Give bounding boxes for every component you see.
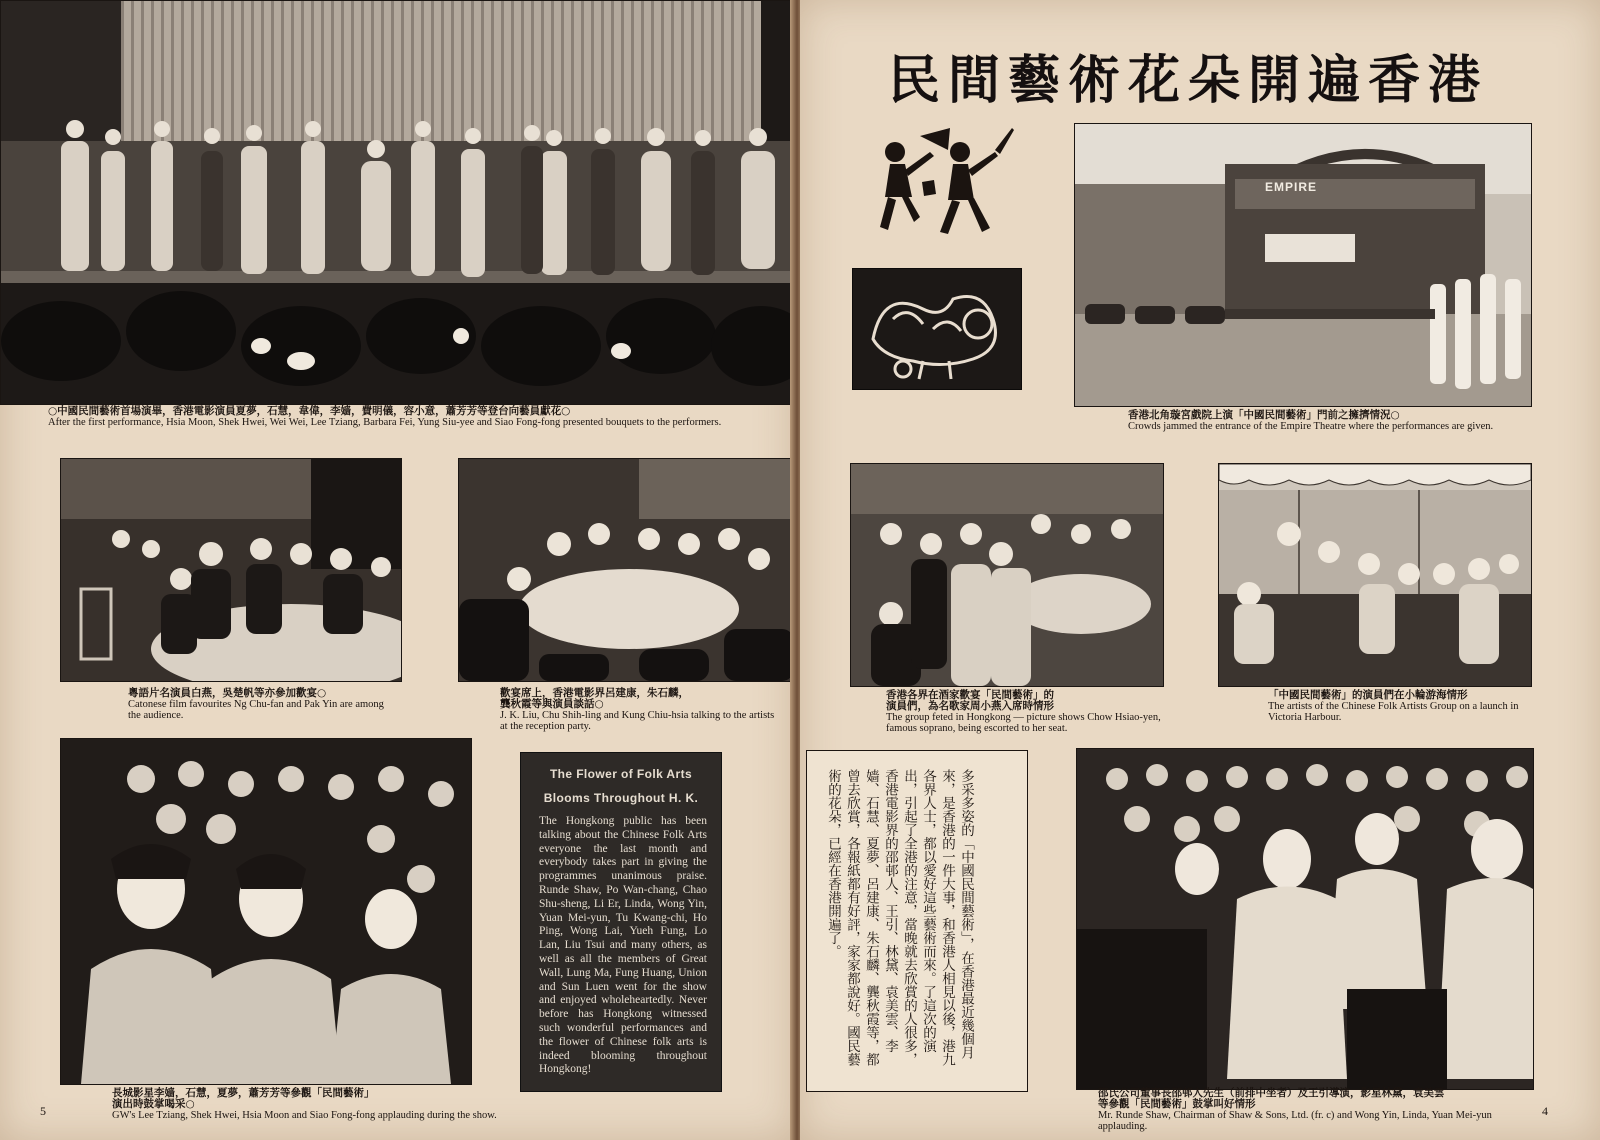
left-page (0, 0, 794, 1140)
reception-photo (458, 458, 795, 682)
group-feted-caption-en: The group feted in Hongkong — picture shows Chow Hsiao-yen, famous soprano, being escorted to her seat. (886, 712, 1161, 735)
english-article-box (520, 752, 722, 1092)
applauding-right-caption-en: Mr. Runde Shaw, Chairman of Shaw & Sons, Ltd. (fr. c) and Wong Yin, Linda, Yuan Mei-yun applauding. (1098, 1110, 1492, 1133)
group-feted-caption-zh: 香港各界在酒家歡宴「民間藝術」的 (886, 689, 1054, 701)
launch-caption-zh: 「中國民間藝術」的演員們在小輪游海情形 (1268, 689, 1468, 701)
applauding-right-caption (1098, 1088, 1538, 1132)
empire-theatre-image (1075, 124, 1531, 406)
audience-dinner-caption-en: Catonese film favourites Ng Chu-fan and Pak Yin are among the audience. (128, 699, 384, 722)
launch-caption-en: The artists of the Chinese Folk Artists Group on a launch in Victoria Harbour. (1268, 701, 1519, 724)
applauding-right-image (1077, 749, 1533, 1089)
reception-caption-zh2: 龔秋霞等與演員談話○ (500, 698, 604, 711)
stage-caption-zh: ○中國民間藝術首場演畢，香港電影演員夏夢，石慧，韋偉，李嫱，費明儀，容小意，蕭芳芳等登台向藝員獻花○ (48, 405, 571, 417)
chinese-article-body: 多采多姿的「中國民間藝術」，在香港最近幾個月來，是香港的一件大事，和香港人相見以後，港九各界人士，都以愛好這些藝術而來。了這次的演出，引起了全港的注意，當晚就去欣賞的人很多，香港電影界的邵邨人、王引、林黛、袁美雲、李嫱、石慧、夏夢、呂建康、朱石麟、龔秋霞等，都曾去欣賞，各報紙都有好評，家家都說好。國民藝術的花朵，已經在香港開遍了。 (825, 769, 974, 1066)
page-headline: 民間藝術花朵開遍香港 (887, 51, 1488, 111)
applauding-left-photo (60, 738, 472, 1085)
audience-dinner-photo (60, 458, 402, 682)
empire-caption (1128, 410, 1528, 432)
group-feted-caption-zh2: 演員們，為名歌家周小燕入席時情形 (886, 700, 1054, 713)
reception-image (459, 459, 794, 681)
page-number-left: 5 (40, 1104, 46, 1118)
stage-caption-en: After the first performance, Hsia Moon, Shek Hwei, Wei Wei, Lee Tziang, Barbara Fei, Yung Siu-yee and Siao Fong-fong presented bouquets to the performers. (48, 417, 722, 429)
group-feted-photo (850, 463, 1164, 687)
dancers-papercut (850, 122, 1020, 250)
reception-caption-en: J. K. Liu, Chu Shih-ling and Kung Chiu-hsia talking to the artists at the reception party. (500, 710, 775, 733)
applauding-left-image (61, 739, 471, 1084)
applauding-right-caption-zh2: 等參觀「民間藝術」鼓掌叫好情形 (1098, 1098, 1256, 1111)
lion-papercut-icon (853, 269, 1021, 389)
folk-dancers-papercut-icon (850, 122, 1020, 250)
article-title-line1: The Flower of Folk Arts (549, 767, 693, 781)
group-feted-caption (886, 690, 1166, 734)
empire-sign: EMPIRE (1265, 180, 1318, 194)
lion-papercut (852, 268, 1022, 390)
group-feted-image (851, 464, 1163, 686)
reception-caption (500, 688, 780, 732)
audience-dinner-caption (128, 688, 398, 721)
chinese-article-box (806, 750, 1028, 1092)
reception-caption-zh: 歡宴席上，香港電影界呂建康，朱石麟， (500, 687, 689, 699)
launch-image (1219, 464, 1531, 686)
stage-caption (48, 406, 788, 428)
empire-theatre-photo (1074, 123, 1532, 407)
audience-dinner-caption-zh: 粵語片名演員白燕，吳楚帆等亦參加歡宴○ (128, 687, 327, 699)
article-title-line2: Blooms Throughout H. K. (543, 791, 699, 805)
empire-caption-en: Crowds jammed the entrance of the Empire Theatre where the performances are given. (1128, 421, 1494, 433)
stage-photo (0, 0, 792, 405)
applauding-left-caption (112, 1088, 512, 1121)
applauding-left-caption-zh: 長城影星李嫱，石慧，夏夢，蕭芳芳等參觀「民間藝術」 (112, 1087, 375, 1099)
page-number-right: 4 (1542, 1104, 1548, 1118)
stage-photo-image (1, 1, 791, 404)
audience-dinner-image (61, 459, 401, 681)
empire-caption-zh: 香港北角璇宮戲院上演「中國民間藝術」門前之擁擠情況○ (1128, 409, 1400, 421)
applauding-left-caption-en: GW's Lee Tziang, Shek Hwei, Hsia Moon and Siao Fong-fong applauding during the show. (112, 1110, 497, 1122)
launch-photo (1218, 463, 1532, 687)
applauding-right-photo (1076, 748, 1534, 1090)
launch-caption (1268, 690, 1533, 723)
applauding-right-caption-zh: 邵氏公司董事長邵邨人先生（前排中坐者）及王引導演，影星林黛，袁美雲 (1098, 1087, 1445, 1099)
article-body: The Hongkong public has been talking about the Chinese Folk Arts everyone the last month and everybody takes part in giving the programmes unanimous praise. Runde Shaw, Po Wan-chang, Chao Shu-sheng, Li Er, Linda, Wong Yin, Yuan Mei-yun, Tu Kwang-chi, Ho Ping, Wong Lai, Yueh Fung, Lo Lan, Liu Tsui and many others, as well as all the members of Great Wall, Lung Ma, Fung Huang, Union and Sun Luen went for the show and enjoyed wholeheartedly. Never before has Hongkong witnessed such wonderful performances and the flower of Chinese folk arts is indeed blooming throughout Hongkong! (539, 815, 707, 1076)
applauding-left-caption-zh2: 演出時鼓掌喝采○ (112, 1098, 195, 1111)
